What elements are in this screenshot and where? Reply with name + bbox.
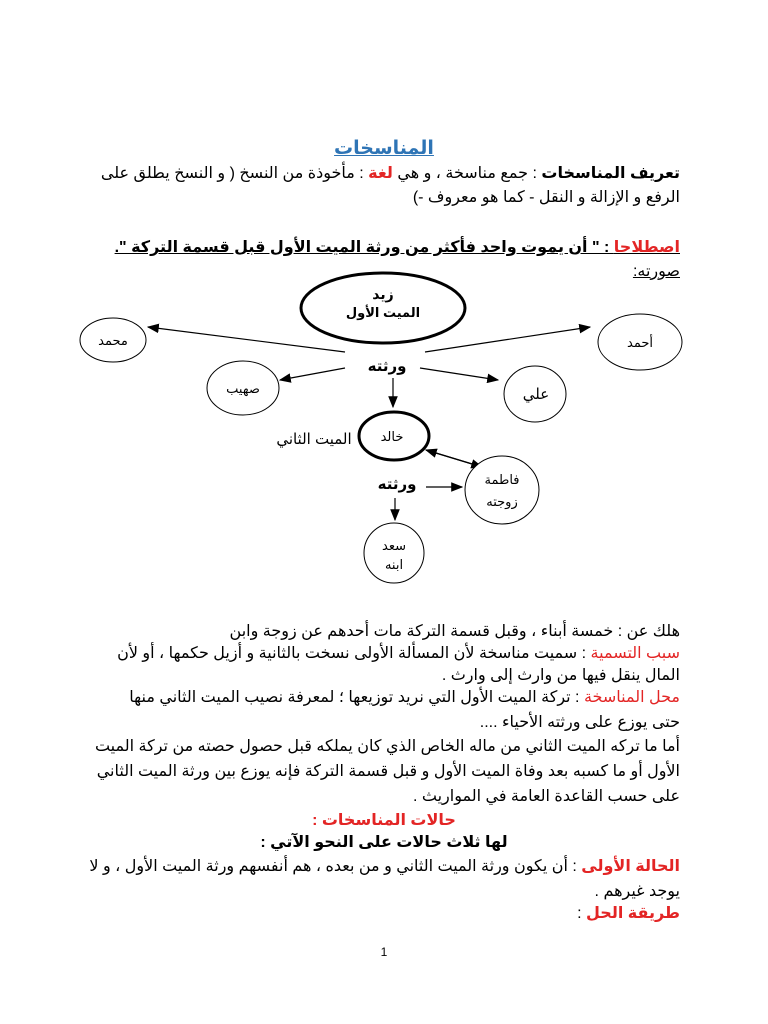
mahal-line-1 bbox=[80, 688, 680, 708]
first-dead-label: الميت الأول bbox=[345, 305, 421, 320]
arrow-to-ahmad bbox=[425, 327, 590, 352]
second-dead-label: الميت الثاني bbox=[276, 431, 352, 448]
waratha2-label: ورثته bbox=[377, 476, 417, 493]
three-cases: لها ثلاث حالات على النحو الآتي : bbox=[260, 834, 508, 851]
solution-colon: : bbox=[577, 905, 586, 922]
solution-label: طريقة الحل bbox=[586, 905, 680, 922]
sabab-text: : سميت مناسخة لأن المسألة الأولى نسخت بالثانية و أزيل حكمها ، أو لأن bbox=[117, 645, 591, 662]
inheritance-diagram bbox=[0, 270, 768, 590]
zaid-label: زيد bbox=[372, 286, 394, 302]
muhammad-label: محمد bbox=[98, 333, 128, 348]
solution-line bbox=[80, 904, 680, 924]
halaka-line: هلك عن : خمسة أبناء ، وقبل قسمة التركة مات أحدهم عن زوجة وابن bbox=[229, 623, 680, 640]
ahmad-label: أحمد bbox=[627, 335, 653, 350]
amma-line-3: على حسب القاعدة العامة في المواريث . bbox=[412, 788, 680, 805]
istilah-text: : " أن يموت واحد فأكثر من ورثة الميت الأول قبل قسمة التركة ". bbox=[114, 239, 614, 256]
khalid-label: خالد bbox=[380, 429, 404, 444]
definition-line-2: الرفع و الإزالة و النقل - كما هو معروف -) bbox=[412, 189, 680, 206]
istilah-label: اصطلاحا bbox=[613, 239, 680, 256]
case1-line-2: يوجد غيرهم . bbox=[594, 883, 680, 900]
sabab-label: سبب التسمية bbox=[590, 645, 680, 662]
saad-label: سعد bbox=[382, 538, 406, 553]
amma-line-1: أما ما تركه الميت الثاني من ماله الخاص الذي كان يملكه قبل حصول حصته من تركة الميت bbox=[94, 738, 680, 755]
halat-heading: حالات المناسخات : bbox=[312, 812, 456, 829]
mahal-text: : تركة الميت الأول التي نريد توزيعها ؛ لمعرفة نصيب الميت الثاني منها bbox=[129, 689, 584, 706]
page-number: 1 bbox=[380, 945, 388, 959]
definition-line-1 bbox=[80, 164, 680, 184]
sura-label: صورته: bbox=[632, 263, 680, 280]
waratha1-label: ورثته bbox=[367, 358, 407, 375]
arrow-to-muhammad bbox=[148, 327, 345, 352]
fatima-node bbox=[465, 456, 539, 524]
mahal-label: محل المناسخة bbox=[583, 689, 680, 706]
istilah-line bbox=[80, 238, 680, 258]
arrow-to-suhaib bbox=[280, 368, 345, 380]
zawjatuh-label: زوجته bbox=[486, 494, 518, 509]
saad-node bbox=[364, 523, 424, 583]
case1-line-1 bbox=[80, 857, 680, 877]
lugha-label: لغة bbox=[368, 165, 393, 182]
suhaib-label: صهيب bbox=[226, 381, 260, 396]
definition-term: تعريف المناسخات bbox=[541, 165, 680, 182]
sabab-line-2: المال ينقل فيها من وارث إلى وارث . bbox=[441, 667, 680, 684]
fatima-label: فاطمة bbox=[484, 472, 520, 487]
case1-text: : أن يكون ورثة الميت الثاني و من بعده ، هم أنفسهم ورثة الميت الأول ، و لا bbox=[89, 858, 582, 875]
ibnuh-label: ابنه bbox=[384, 557, 404, 572]
arrow-fatima-to-khalid bbox=[426, 450, 482, 467]
case1-label: الحالة الأولى bbox=[581, 858, 680, 875]
amma-line-2: الأول أو ما كسبه بعد وفاة الميت الأول و قبل قسمة التركة فإنه يوزع بين ورثة الميت الثاني bbox=[96, 763, 680, 780]
ali-label: علي bbox=[522, 386, 550, 403]
arrow-to-ali bbox=[420, 368, 498, 380]
definition-text-2: : مأخوذة من النسخ ( و النسخ يطلق على bbox=[100, 165, 369, 182]
sabab-line-1 bbox=[80, 644, 680, 664]
mahal-line-2: حتى يوزع على ورثته الأحياء .... bbox=[479, 714, 680, 731]
definition-text-1: : جمع مناسخة ، و هي bbox=[392, 165, 542, 182]
page-title: المناسخات bbox=[334, 138, 434, 159]
